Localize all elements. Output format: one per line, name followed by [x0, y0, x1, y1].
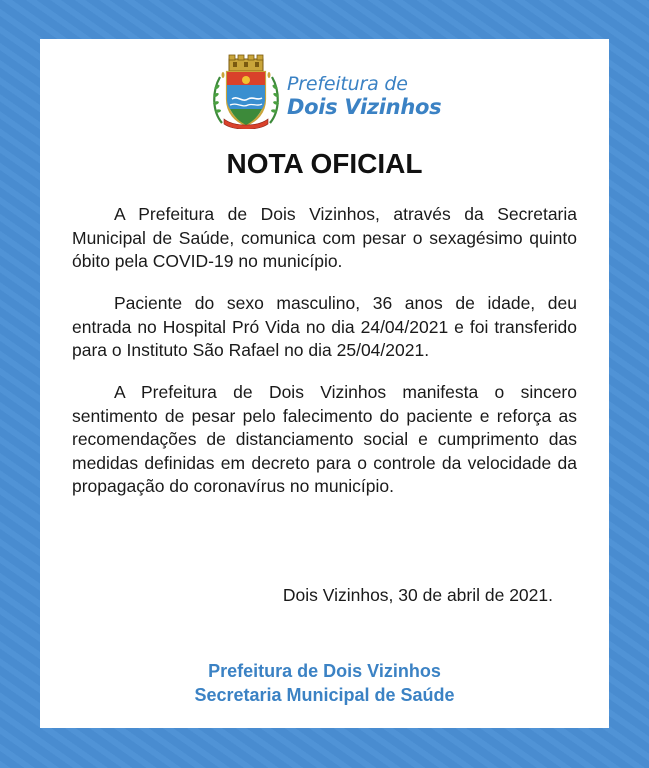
- municipal-crest-icon: [210, 53, 282, 129]
- signature-prefeitura: Prefeitura de Dois Vizinhos: [208, 661, 441, 681]
- logo-line-prefeitura: Prefeitura de: [287, 73, 408, 95]
- paragraph-condolences: A Prefeitura de Dois Vizinhos manifesta o sincero sentimento de pesar pelo falecimento do paciente e reforça as recomendações de distanciamento social e cumprimento das medidas definidas em decreto para o controle da velocidade da propagação do coronavírus no município.: [72, 382, 577, 496]
- date-line: Dois Vizinhos, 30 de abril de 2021.: [282, 585, 553, 605]
- signature-secretaria: Secretaria Municipal de Saúde: [194, 685, 455, 705]
- official-note-card: [40, 39, 609, 728]
- prefeitura-logo: [210, 53, 440, 129]
- signature-block: [40, 659, 609, 707]
- logo-line-city: Dois Vizinhos: [287, 95, 442, 119]
- logo-wordmark: [287, 75, 441, 118]
- page-title: NOTA OFICIAL: [226, 148, 423, 179]
- paragraph-patient-details: Paciente do sexo masculino, 36 anos de idade, deu entrada no Hospital Pró Vida no dia 24/04/2021 e foi transferido para o Instituto São Rafael no dia 25/04/2021.: [72, 293, 577, 360]
- paragraph-announcement: A Prefeitura de Dois Vizinhos, através da Secretaria Municipal de Saúde, comunica com pesar o sexagésimo quinto óbito pela COVID-19 no município.: [72, 204, 577, 271]
